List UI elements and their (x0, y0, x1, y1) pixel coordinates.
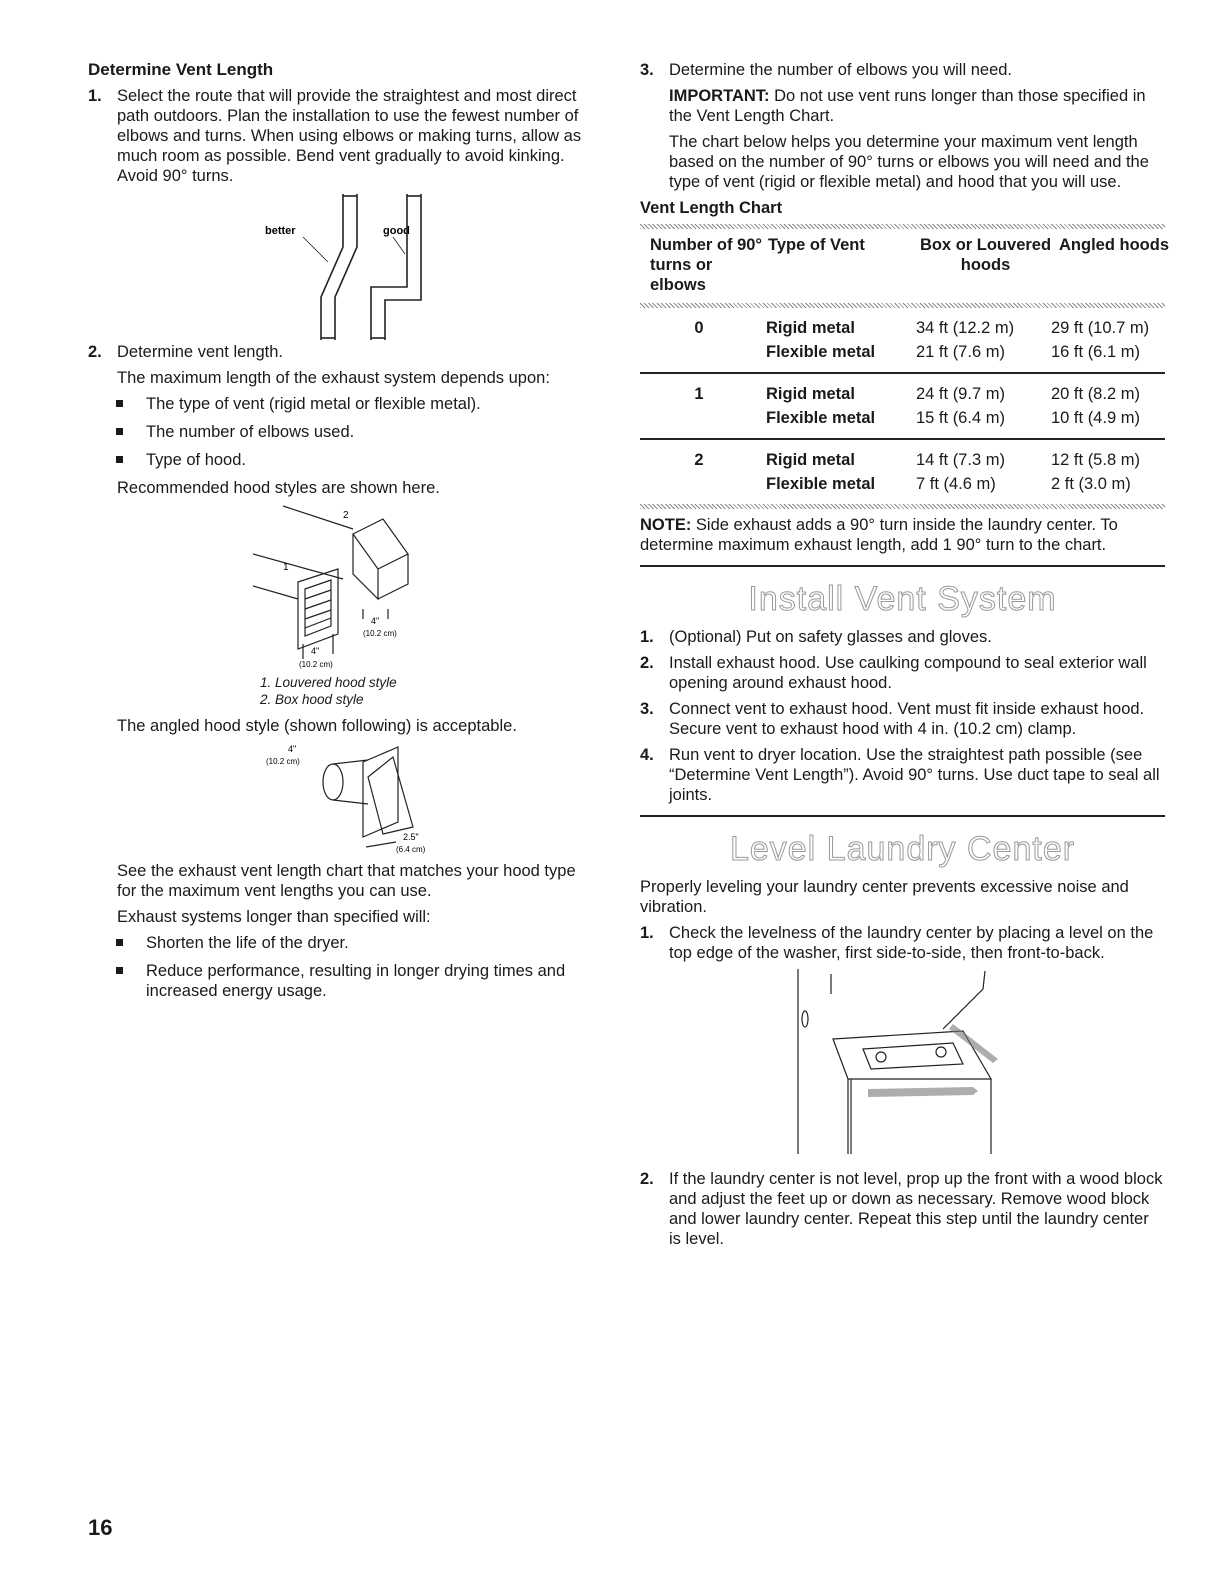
good-label: good (383, 225, 410, 237)
table-row: Flexible metal 7 ft (4.6 m) 2 ft (3.0 m) (766, 475, 1131, 493)
step-text: Determine vent length. (117, 343, 284, 361)
step-1 (88, 86, 598, 186)
important-note: IMPORTANT: Do not use vent runs longer than those specified in the Vent Length Chart. (669, 87, 1146, 125)
bullet-item: Reduce performance, resulting in longer drying times and increased energy usage. (88, 961, 598, 1001)
table-row: Flexible metal 15 ft (6.4 m) 10 ft (4.9 m) (766, 409, 1140, 427)
bullet-icon (116, 400, 123, 407)
step-text: Select the route that will provide the straightest and most direct path outdoors. Plan the installation to use the fewest number of elbows and turns. When using elbows or making turns, allow as much room as possible. Bend vent gradually to avoid kinking. Avoid 90° turns. (117, 87, 582, 185)
better-label: better (265, 225, 296, 237)
step-3 (640, 60, 1165, 80)
install-step: 2. Install exhaust hood. Use caulking compound to seal exterior wall opening around exhaust hood. (640, 654, 1147, 692)
install-step: 3. Connect vent to exhaust hood. Vent must fit inside exhaust hood. Secure vent to exhaust hood with 4 in. (10.2 cm) clamp. (640, 700, 1145, 738)
figure-caption: 2. Box hood style (260, 692, 364, 707)
paragraph: The maximum length of the exhaust system depends upon: (117, 369, 550, 387)
bullet-item: The number of elbows used. (88, 422, 598, 442)
leveling-figure (793, 969, 1013, 1159)
section-heading-install-vent-system: Install Vent System (748, 580, 1057, 618)
louvered-hood (298, 569, 338, 649)
right-column (640, 60, 1169, 1255)
header-turns: Number of 90° turns or elbows (650, 236, 763, 294)
angled-vent-pipe (303, 194, 357, 340)
table-row: 0 Rigid metal 34 ft (12.2 m) 29 ft (10.7 m) (694, 319, 1150, 337)
box-hood (353, 519, 408, 569)
header-angled: Angled hoods (1059, 236, 1169, 254)
vent-length-table (640, 224, 1169, 509)
level-step-1: 1. Check the levelness of the laundry center by placing a level on the top edge of the washer, first side-to-side, then front-to-back. (640, 924, 1154, 962)
bullet-item: Shorten the life of the dryer. (88, 933, 598, 953)
section-heading-determine-vent-length: Determine Vent Length (88, 60, 274, 79)
install-step: 1. (Optional) Put on safety glasses and gloves. (640, 628, 992, 646)
table-group (640, 440, 1165, 504)
label-2: 2 (343, 510, 349, 521)
figure-caption: 1. Louvered hood style (260, 675, 397, 690)
svg-text:4": 4" (288, 744, 297, 754)
arrow-icon (868, 1024, 998, 1097)
chart-title: Vent Length Chart (640, 199, 783, 217)
table-row: 2 Rigid metal 14 ft (7.3 m) 12 ft (5.8 m) (694, 451, 1140, 469)
table-group (640, 308, 1165, 374)
section-heading-level-laundry-center: Level Laundry Center (729, 830, 1076, 868)
level-tool (863, 1043, 963, 1069)
header-type: Type of Vent (768, 236, 865, 254)
note-paragraph: NOTE: Side exhaust adds a 90° turn inside the laundry center. To determine maximum exhaust length, add 1 90° turn to the chart. (640, 516, 1118, 554)
step-number: 3. (640, 61, 654, 79)
bullet-item: Type of hood. (88, 450, 598, 470)
table-row: 1 Rigid metal 24 ft (9.7 m) 20 ft (8.2 m) (694, 385, 1140, 403)
bullet-icon (116, 428, 123, 435)
angled-hood-figure (258, 742, 428, 857)
step-text: Determine the number of elbows you will need. (669, 61, 1013, 79)
bullet-icon (116, 967, 123, 974)
table-header (640, 229, 1169, 303)
table-row: Flexible metal 21 ft (7.6 m) 16 ft (6.1 m) (766, 343, 1140, 361)
svg-text:(10.2 cm): (10.2 cm) (299, 660, 333, 669)
left-column (88, 60, 598, 1009)
step-2 (88, 342, 598, 362)
header-box: Box or Louvered hoods (919, 236, 1052, 274)
divider (640, 565, 1165, 567)
divider (640, 504, 1165, 509)
svg-text:(6.4 cm): (6.4 cm) (396, 845, 426, 854)
svg-text:(10.2 cm): (10.2 cm) (266, 757, 300, 766)
svg-text:4": 4" (371, 616, 380, 626)
elbow-vent-pipe (371, 194, 421, 340)
svg-text:4": 4" (311, 646, 320, 656)
page-number: 16 (88, 1515, 113, 1540)
bullet-icon (116, 456, 123, 463)
label-1: 1 (283, 562, 289, 573)
hood-styles-figure (243, 504, 443, 674)
bullet-item: The type of vent (rigid metal or flexible metal). (88, 394, 598, 414)
bullet-icon (116, 939, 123, 946)
paragraph: The angled hood style (shown following) is acceptable. (117, 717, 517, 735)
step-number: 2. (88, 343, 102, 361)
vent-route-figure (243, 192, 443, 342)
paragraph: The chart below helps you determine your maximum vent length based on the number of 90° turns or elbows you will need and the type of vent (rigid or flexible metal) and hood that you will use. (669, 133, 1149, 191)
install-step: 4. Run vent to dryer location. Use the straightest path possible (see “Determine Vent Length”). Avoid 90° turns. Use duct tape to seal all joints. (640, 746, 1160, 804)
paragraph: Properly leveling your laundry center prevents excessive noise and vibration. (640, 878, 1129, 916)
paragraph: Exhaust systems longer than specified will: (117, 908, 431, 926)
paragraph: Recommended hood styles are shown here. (117, 479, 440, 497)
step-number: 1. (88, 87, 102, 105)
divider (640, 815, 1165, 817)
paragraph: See the exhaust vent length chart that matches your hood type for the maximum vent lengths you can use. (117, 862, 576, 900)
svg-text:(10.2 cm): (10.2 cm) (363, 629, 397, 638)
svg-text:2.5": 2.5" (403, 832, 419, 842)
table-group (640, 374, 1165, 440)
level-step-2: 2. If the laundry center is not level, prop up the front with a wood block and adjust the feet up or down as necessary. Remove wood block and lower laundry center. Repeat this step until the laundry center is level. (640, 1170, 1163, 1248)
